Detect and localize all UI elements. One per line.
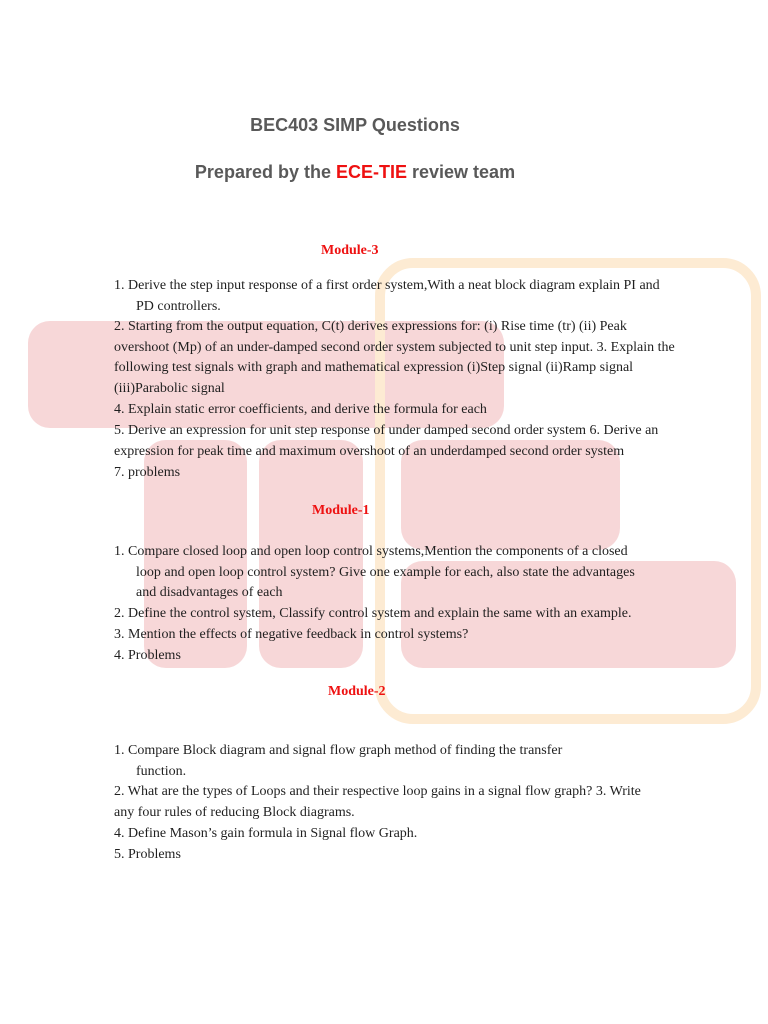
question-item: 4. Problems <box>114 648 181 663</box>
page-subtitle <box>0 161 710 183</box>
page-title: BEC403 SIMP Questions <box>250 115 460 135</box>
question-item: 2. Define the control system, Classify control system and explain the same with an example. <box>114 606 632 621</box>
question-item: 4. Explain static error coefficients, and derive the formula for each <box>114 402 487 417</box>
question-item: 1. Compare Block diagram and signal flow graph method of finding the transfer function. <box>114 743 563 779</box>
question-item: 2. What are the types of Loops and their respective loop gains in a signal flow graph? 3. Write any four rules of reducing Block diagrams. <box>114 784 641 820</box>
question-item: 5. Problems <box>114 847 181 862</box>
question-item: 4. Define Mason’s gain formula in Signal flow Graph. <box>114 826 418 841</box>
module-heading: Module-2 <box>328 684 386 699</box>
module-heading: Module-1 <box>312 503 370 518</box>
question-item: 1. Compare closed loop and open loop control systems,Mention the components of a closed loop and open loop control system? Give one example for each, also state the advantages and disadvantages of each <box>114 544 635 600</box>
subtitle-accent: ECE-TIE <box>335 162 407 182</box>
question-item: 7. problems <box>114 465 181 480</box>
module-heading: Module-3 <box>321 243 379 258</box>
question-item: 3. Mention the effects of negative feedback in control systems? <box>114 627 469 642</box>
subtitle-suffix: review team <box>412 162 516 182</box>
question-item: 1. Derive the step input response of a first order system,With a neat block diagram explain PI and PD controllers. <box>114 278 660 314</box>
question-item: 2. Starting from the output equation, C(t) derives expressions for: (i) Rise time (tr) (ii) Peak overshoot (Mp) of an under-damped second order system subjected to unit step input. 3. Explain the following test signals with graph and mathematical expression (i)Step signal (ii)Ramp signal (iii)Parabolic signal <box>114 319 675 396</box>
question-item: 5. Derive an expression for unit step response of under damped second order system 6. Derive an expression for peak time and maximum overshoot of an underdamped second order system <box>114 423 659 459</box>
subtitle-prefix: Prepared by the <box>194 162 331 182</box>
